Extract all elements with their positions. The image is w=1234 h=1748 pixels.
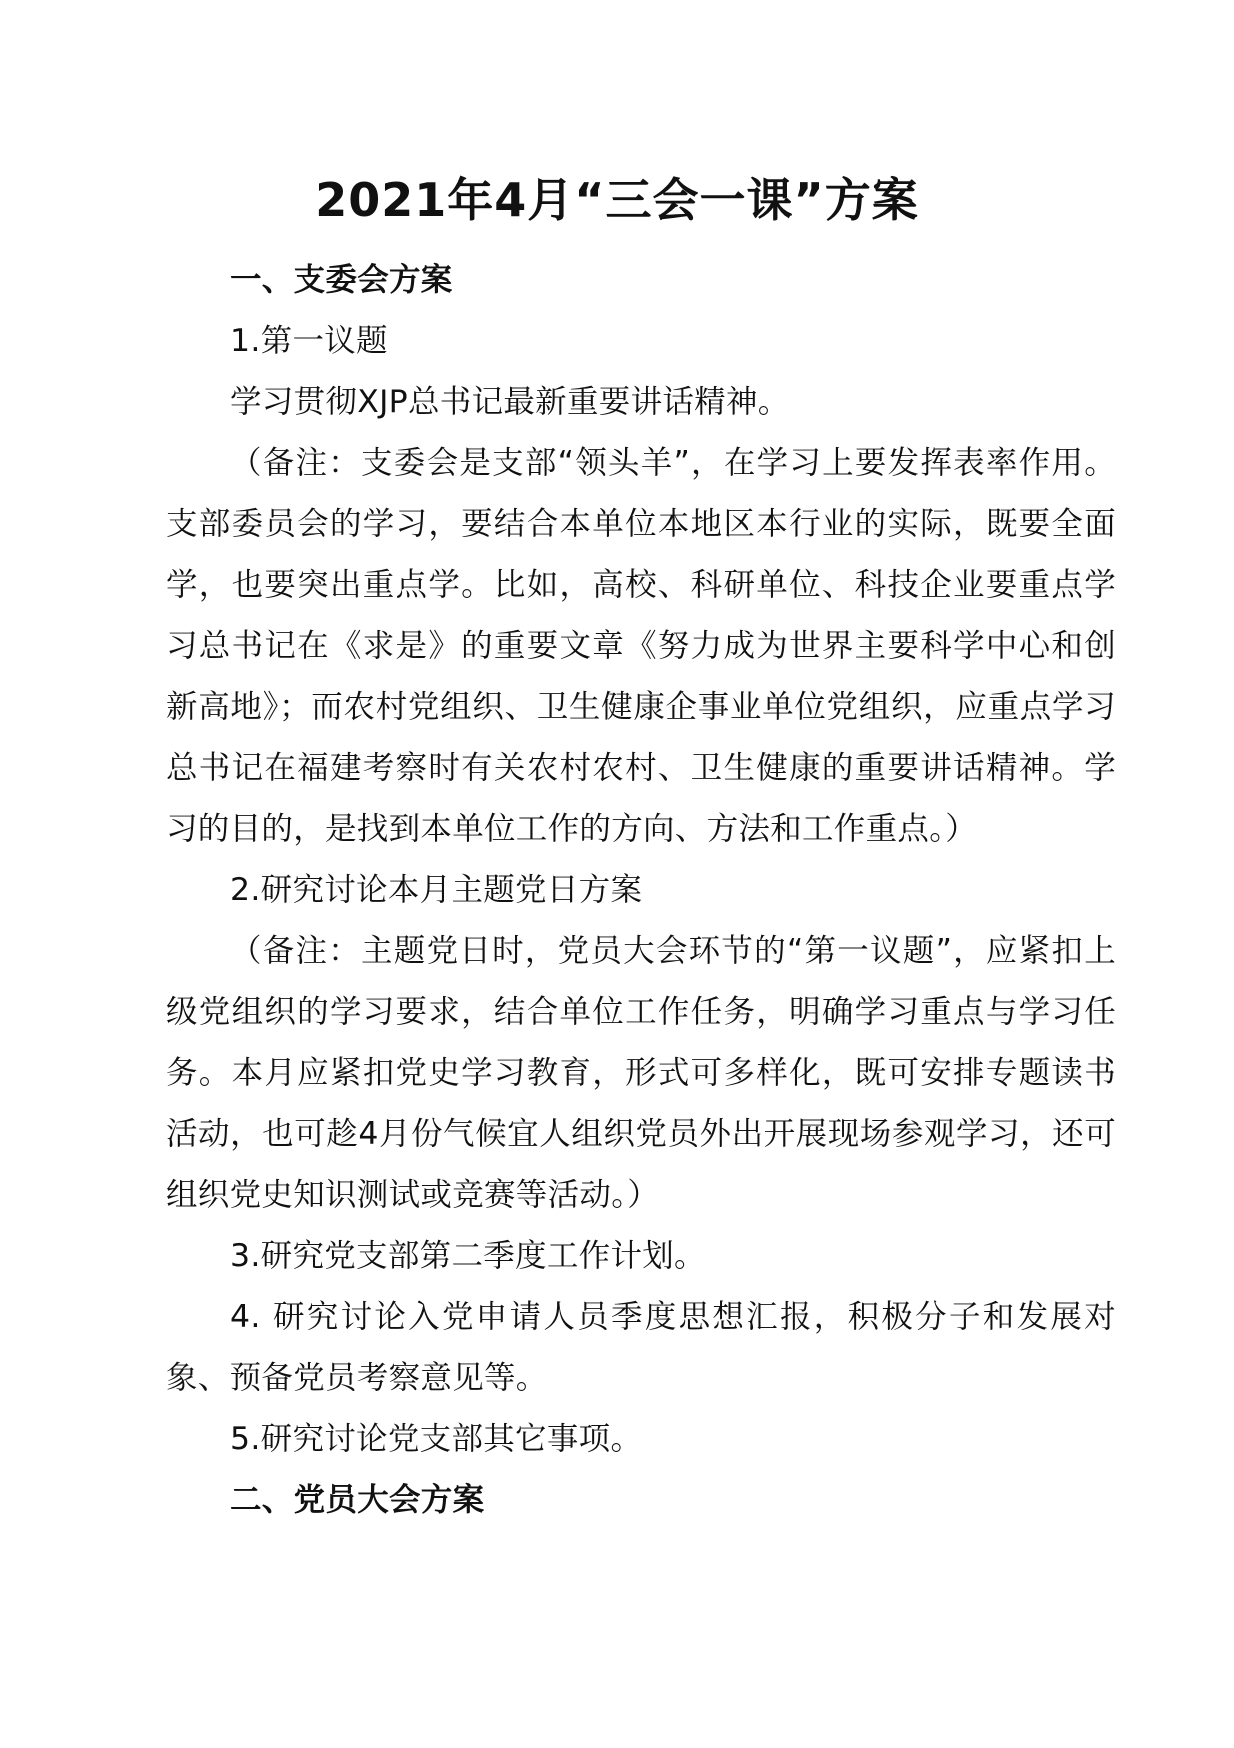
- item-4: 4. 研究讨论入党申请人员季度思想汇报，积极分子和发展对象、预备党员考察意见等。: [166, 1299, 1116, 1396]
- document-body: [166, 250, 1116, 1531]
- item-1-content: 学习贯彻XJP总书记最新重要讲话精神。: [230, 384, 790, 420]
- item-2-note: （备注：主题党日时，党员大会环节的“第一议题”，应紧扣上级党组织的学习要求，结合单位工作任务，明确学习重点与学习任务。本月应紧扣党史学习教育，形式可多样化，既可安排专题读书活动，也可趁4月份气候宜人组织党员外出开展现场参观学习，还可组织党史知识测试或竞赛等活动。）: [166, 933, 1116, 1213]
- item-1-note: （备注：支委会是支部“领头羊”，在学习上要发挥表率作用。支部委员会的学习，要结合本单位本地区本行业的实际，既要全面学，也要突出重点学。比如，高校、科研单位、科技企业要重点学习总书记在《求是》的重要文章《努力成为世界主要科学中心和创新高地》；而农村党组织、卫生健康企事业单位党组织，应重点学习总书记在福建考察时有关农村农村、卫生健康的重要讲话精神。学习的目的，是找到本单位工作的方向、方法和工作重点。）: [166, 445, 1116, 847]
- item-3: 3.研究党支部第二季度工作计划。: [230, 1238, 706, 1274]
- section-heading-2: 二、党员大会方案: [230, 1482, 485, 1518]
- item-2-title: 2.研究讨论本月主题党日方案: [230, 872, 643, 908]
- document-title: 2021年4月“三会一课”方案: [315, 173, 919, 227]
- item-1-title: 1.第一议题: [230, 323, 388, 359]
- item-5: 5.研究讨论党支部其它事项。: [230, 1421, 643, 1457]
- section-heading-1: 一、支委会方案: [230, 262, 453, 298]
